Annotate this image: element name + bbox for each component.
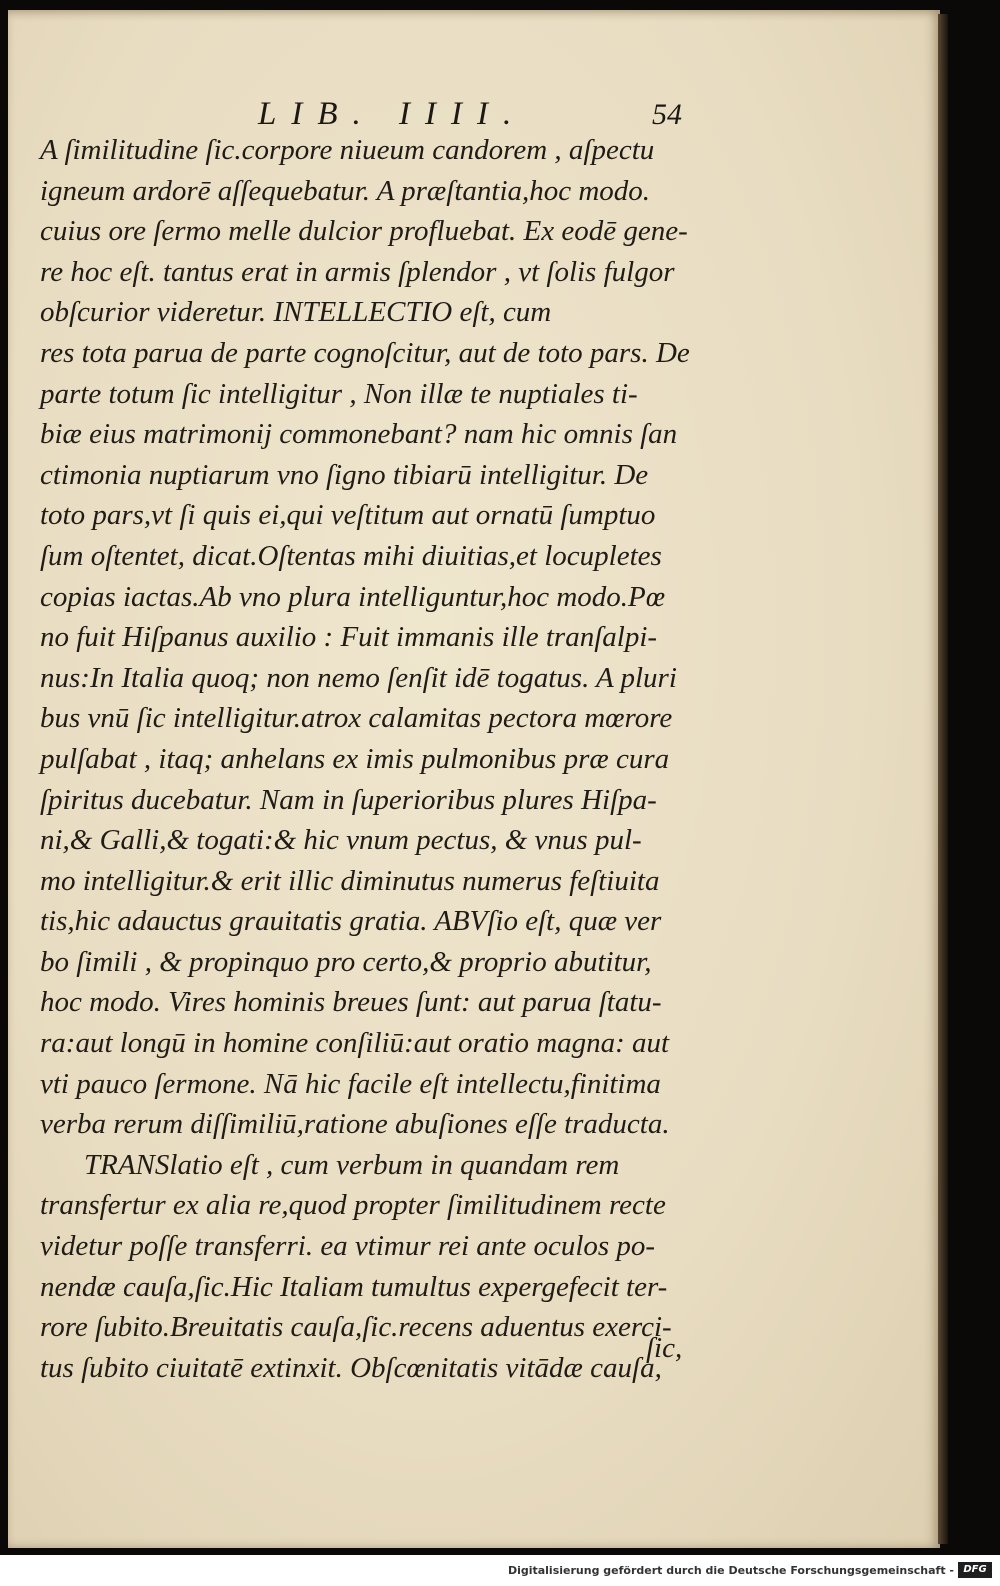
text-line: toto pars,vt ſi quis ei,qui veſtitum aut ornatū ſumptuo <box>40 499 656 532</box>
text-line: parte totum ſic intelligitur , Non illæ te nuptiales ti- <box>40 377 638 410</box>
text-line: mo intelligitur.& erit illic diminutus numerus feſtiuita <box>40 864 660 897</box>
text-line: tus ſubito ciuitatē extinxit. Obſcœnitatis vitādæ cauſa, <box>40 1351 662 1384</box>
text-line: bo ſimili , & propinquo pro certo,& proprio abutitur, <box>40 945 652 978</box>
text-line: vti pauco ſermone. Nā hic facile eſt intellectu,finitima <box>40 1067 661 1100</box>
text-line: bus vnū ſic intelligitur.atrox calamitas pectora mœrore <box>40 702 673 735</box>
text-line: videtur poſſe transferri. ea vtimur rei ante oculos po- <box>40 1230 656 1263</box>
text-line: verba rerum diſſimiliū,ratione abuſiones eſſe traducta. <box>40 1108 670 1141</box>
running-head-title: LIB. IIII. <box>258 96 527 132</box>
text-line: no fuit Hiſpanus auxilio : Fuit immanis ille tranſalpi- <box>40 621 658 654</box>
text-line: nendæ cauſa,ſic.Hic Italiam tumultus expergefecit ter- <box>40 1270 668 1303</box>
text-line: res tota parua de parte cognoſcitur, aut de toto pars. De <box>40 336 690 369</box>
text-line: A ſimilitudine ſic.corpore niueum candorem , aſpectu <box>40 134 655 166</box>
dfg-logo: DFG <box>958 1562 992 1578</box>
text-line: rore ſubito.Breuitatis cauſa,ſic.recens aduentus exerci- <box>40 1311 672 1344</box>
page-number: 54 <box>652 98 682 131</box>
text-line: cuius ore ſermo melle dulcior profluebat. Ex eodē gene- <box>40 215 688 248</box>
text-line: ctimonia nuptiarum vno ſigno tibiarū intelligitur. De <box>40 458 649 491</box>
body-text <box>40 130 730 1388</box>
page-edge-shadow <box>938 14 948 1544</box>
text-line: copias iactas.Ab vno plura intelliguntur,hoc modo.Pœ <box>40 580 666 613</box>
text-line: transfertur ex alia re,quod propter ſimilitudinem recte <box>40 1189 666 1222</box>
text-line: nus:In Italia quoq; non nemo ſenſit idē togatus. A pluri <box>40 661 677 694</box>
funding-notice: Digitalisierung gefördert durch die Deutsche Forschungsgemeinschaft - <box>507 1564 954 1577</box>
text-line-paragraph-start: TRANSlatio eſt , cum verbum in quandam rem <box>84 1148 620 1181</box>
text-line: tis,hic adauctus grauitatis gratia. ABVſio eſt, quæ ver <box>40 905 662 938</box>
catchword: ſic, <box>646 1332 683 1364</box>
text-line: ni,& Galli,& togati:& hic vnum pectus, & vnus pul- <box>40 824 642 857</box>
footer-bar <box>0 1555 1000 1586</box>
text-line: ſpiritus ducebatur. Nam in ſuperioribus plures Hiſpa- <box>40 783 657 816</box>
text-line: re hoc eſt. tantus erat in armis ſplendor , vt ſolis fulgor <box>40 255 675 288</box>
text-line: ra:aut longū in homine conſiliū:aut oratio magna: aut <box>40 1027 670 1060</box>
text-line: ſum oſtentet, dicat.Oſtentas mihi diuitias,et locupletes <box>40 539 662 572</box>
text-line: igneum ardorē aſſequebatur. A præſtantia,hoc modo. <box>40 174 651 207</box>
text-line: biæ eius matrimonij commonebant? nam hic omnis ſan <box>40 418 678 451</box>
text-line: pulſabat , itaq; anhelans ex imis pulmonibus præ cura <box>40 742 670 775</box>
text-line: hoc modo. Vires hominis breues ſunt: aut parua ſtatu- <box>40 986 662 1019</box>
text-line: obſcurior videretur. INTELLECTIO eſt, cum <box>40 296 552 329</box>
